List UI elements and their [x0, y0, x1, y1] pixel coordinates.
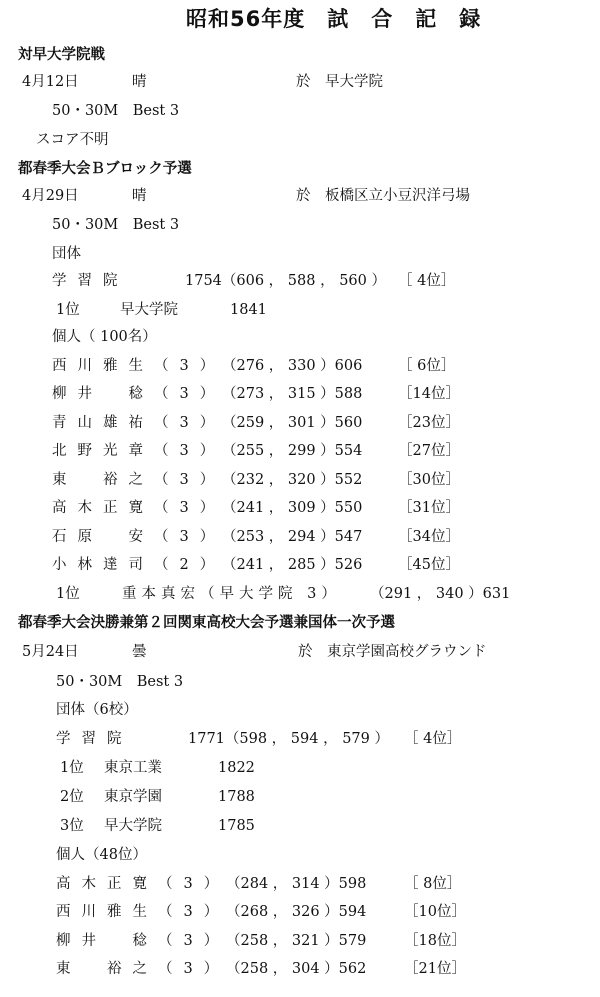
weather: 曇: [132, 644, 147, 660]
score-note: スコア不明: [36, 132, 109, 148]
venue: 於 早大学院: [296, 74, 383, 90]
individual-label: 個人（48位）: [56, 847, 147, 863]
archer-name: 石原 安（3）: [52, 529, 226, 545]
individual-label: 個人（ 100名）: [52, 329, 157, 345]
format: 50・30M Best 3: [52, 217, 180, 233]
match-date: 5月24日: [22, 644, 79, 660]
archer-scores: （232 ， 320 ）552: [222, 472, 363, 488]
individual-winner-name: 重本真宏（早大学院 3）: [122, 586, 341, 602]
match-date: 4月29日: [22, 188, 79, 204]
winner-score: 1841: [230, 302, 267, 318]
team-label: 団体（6校）: [56, 702, 138, 718]
match-date: 4月12日: [22, 74, 79, 90]
section-heading: 対早大学院戦: [18, 47, 105, 63]
team-name: 学習院: [56, 731, 133, 747]
team-top-rank: 3位: [60, 818, 84, 834]
team-top-name: 早大学院: [104, 818, 162, 834]
archer-scores: （241 ， 309 ）550: [222, 500, 363, 516]
individual-winner-rank: 1位: [56, 586, 80, 602]
team-name: 学習院: [52, 273, 129, 289]
section-heading: 都春季大会Ｂブロック予選: [18, 161, 192, 177]
archer-scores: （253 ， 294 ）547: [222, 529, 363, 545]
archer-rank: ［18位］: [404, 933, 466, 949]
team-top-score: 1822: [218, 760, 255, 776]
format: 50・30M Best 3: [56, 674, 184, 690]
weather: 晴: [132, 74, 147, 90]
archer-rank: ［45位］: [398, 557, 460, 573]
team-top-score: 1788: [218, 789, 255, 805]
weather: 晴: [132, 188, 147, 204]
team-top-name: 東京工業: [104, 760, 162, 776]
archer-scores: （273 ， 315 ）588: [222, 386, 363, 402]
archer-rank: ［31位］: [398, 500, 460, 516]
archer-name: 西川雅生（3）: [52, 358, 226, 374]
archer-name: 東 裕之（3）: [56, 961, 230, 977]
team-label: 団体: [52, 246, 81, 262]
archer-scores: （276 ， 330 ）606: [222, 358, 363, 374]
archer-name: 東 裕之（3）: [52, 472, 226, 488]
archer-scores: （241 ， 285 ）526: [222, 557, 363, 573]
archer-rank: ［ 8位］: [404, 876, 462, 892]
archer-rank: ［10位］: [404, 904, 466, 920]
archer-rank: ［27位］: [398, 443, 460, 459]
winner-rank: 1位: [56, 302, 80, 318]
archer-scores: （258 ， 321 ）579: [226, 933, 367, 949]
archer-name: 小林達司（2）: [52, 557, 226, 573]
venue: 於 板橋区立小豆沢洋弓場: [296, 188, 470, 204]
section-heading: 都春季大会決勝兼第２回関東高校大会予選兼国体一次予選: [18, 615, 395, 631]
archer-name: 柳井 稔（3）: [56, 933, 230, 949]
archer-scores: （268 ， 326 ）594: [226, 904, 367, 920]
archer-name: 北野光章（3）: [52, 443, 226, 459]
winner-name: 早大学院: [120, 302, 178, 318]
individual-winner-scores: （291 ， 340 ）631: [370, 586, 511, 602]
archer-rank: ［30位］: [398, 472, 460, 488]
archer-scores: （259 ， 301 ）560: [222, 415, 363, 431]
archer-scores: （284 ， 314 ）598: [226, 876, 367, 892]
archer-rank: ［21位］: [404, 961, 466, 977]
archer-rank: ［34位］: [398, 529, 460, 545]
archer-name: 柳井 稔（3）: [52, 386, 226, 402]
archer-rank: ［23位］: [398, 415, 460, 431]
team-top-rank: 1位: [60, 760, 84, 776]
team-rank: ［ 4位］: [398, 273, 456, 289]
archer-scores: （258 ， 304 ）562: [226, 961, 367, 977]
archer-rank: ［14位］: [398, 386, 460, 402]
team-score: 1754（606 ， 588 ， 560 ）: [185, 273, 386, 289]
archer-name: 青山雄祐（3）: [52, 415, 226, 431]
team-rank: ［ 4位］: [404, 731, 462, 747]
team-top-name: 東京学園: [104, 789, 162, 805]
archer-rank: ［ 6位］: [398, 358, 456, 374]
archer-name: 西川雅生（3）: [56, 904, 230, 920]
page-title: 昭和56年度 試 合 記 録: [186, 7, 482, 31]
team-top-rank: 2位: [60, 789, 84, 805]
format: 50・30M Best 3: [52, 103, 180, 119]
archer-scores: （255 ， 299 ）554: [222, 443, 363, 459]
venue: 於 東京学園高校グラウンド: [298, 644, 487, 660]
archer-name: 高木正寛（3）: [56, 876, 230, 892]
team-score: 1771（598 ， 594 ， 579 ）: [188, 731, 389, 747]
archer-name: 高木正寛（3）: [52, 500, 226, 516]
team-top-score: 1785: [218, 818, 255, 834]
